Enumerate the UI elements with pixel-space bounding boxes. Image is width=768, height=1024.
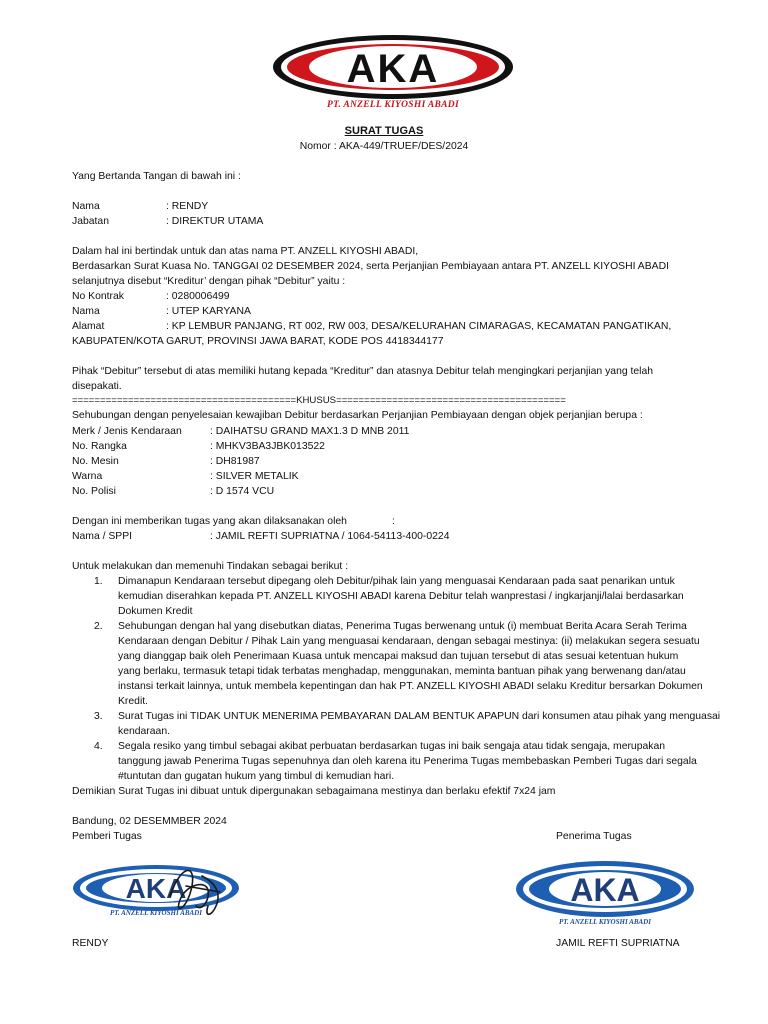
aka-logo-emblem (272, 34, 514, 100)
khusus-separator: ========================================KHUSUS========================================= (72, 395, 566, 406)
contract-label: No Kontrak (72, 291, 124, 302)
signer-title-label: Jabatan (72, 216, 109, 227)
document-number: Nomor : AKA-449/TRUEF/DES/2024 (299, 141, 469, 152)
company-logo (272, 34, 514, 116)
task-number: 1. (94, 576, 103, 587)
task-4-line: Segala resiko yang timbul sebagai akibat perbuatan berdasarkan tugas ini baik sengaja atau tidak sengaja, merupakan (118, 741, 666, 752)
task-intro: Untuk melakukan dan memenuhi Tindakan sebagai berikut : (72, 561, 349, 572)
task-2-line: yang dianggap baik oleh Penerimaan Kuasa untuk mencapai maksud dan tujuan tersebut di atas sesuai ketentuan hukum (118, 651, 679, 662)
debtor-name-value: : UTEP KARYANA (166, 306, 251, 317)
task-3-line: kendaraan. (118, 726, 170, 737)
address-continuation: KABUPATEN/KOTA GARUT, PROVINSI JAWA BARAT, KODE POS 4418344177 (72, 336, 444, 347)
chassis-value: : MHKV3BA3JBK013522 (210, 441, 325, 452)
task-3-line: Surat Tugas ini TIDAK UNTUK MENERIMA PEMBAYARAN DALAM BENTUK APAPUN dari konsumen atau pihak yang menguasai (118, 711, 721, 722)
color-value: : SILVER METALIK (210, 471, 299, 482)
intro-line-1: Dalam hal ini bertindak untuk dan atas nama PT. ANZELL KIYOSHI ABADI, (72, 246, 419, 257)
debtor-name-label: Nama (72, 306, 100, 317)
receiver-label: Penerima Tugas (556, 831, 632, 842)
stamp-tagline-right: PT. ANZELL KIYOSHI ABADI (559, 918, 651, 926)
task-2-line: Kredit. (118, 696, 149, 707)
task-4-line: tanggung jawab Penerima Tugas sepenuhnya dan oleh karena itu Penerima Tugas membebaskan Pemberi Tugas dari segala (118, 756, 697, 767)
document-title: SURAT TUGAS (344, 125, 424, 137)
debt-statement-line-1: Pihak “Debitur” tersebut di atas memiliki hutang kepada “Kreditur” dan atasnya Debitur telah mengingkari perjanjian yang telah (72, 366, 654, 377)
intro-line-2: Berdasarkan Surat Kuasa No. TANGGAI 02 DESEMBER 2024, serta Perjanjian Pembiayaan antara PT. ANZELL KIYOSHI ABADI (72, 261, 669, 272)
place-date: Bandung, 02 DESEMMBER 2024 (72, 816, 227, 827)
task-1-line: Dokumen Kredit (118, 606, 193, 617)
signer-name-value: : RENDY (166, 201, 209, 212)
chassis-label: No. Rangka (72, 441, 127, 452)
task-2-line: Sehubungan dengan hal yang disebutkan diatas, Penerima Tugas berwenang untuk (i) membuat Berita Acara Serah Terima (118, 621, 687, 632)
signer-name-label: Nama (72, 201, 100, 212)
address-label: Alamat (72, 321, 105, 332)
logo-text: AKA (346, 47, 440, 91)
contract-value: : 0280006499 (166, 291, 230, 302)
signer-title-value: : DIREKTUR UTAMA (166, 216, 264, 227)
assign-intro: Dengan ini memberikan tugas yang akan dilaksanakan oleh (72, 516, 347, 527)
stamp-tagline-left: PT. ANZELL KIYOSHI ABADI (110, 909, 202, 917)
engine-label: No. Mesin (72, 456, 119, 467)
task-number: 3. (94, 711, 103, 722)
plate-value: : D 1574 VCU (210, 486, 275, 497)
task-2-line: instansi terkait lainnya, untuk membela kepentingan dan hak PT. ANZELL KIYOSHI ABADI selaku Kreditur bersarkan Dokumen (118, 681, 703, 692)
receiver-name: JAMIL REFTI SUPRIATNA (556, 938, 680, 949)
closing-statement: Demikian Surat Tugas ini dibuat untuk dipergunakan sebagaimana mestinya dan berlaku efektif 7x24 jam (72, 786, 556, 797)
intro-line-3: selanjutnya disebut “Kreditur’ dengan pihak “Debitur” yaitu : (72, 276, 346, 287)
task-1-line: Dimanapun Kendaraan tersebut dipegang oleh Debitur/pihak lain yang menguasai Kendaraan pada saat penarikan untuk (118, 576, 675, 587)
color-label: Warna (72, 471, 103, 482)
task-4-line: #tuntutan dan gugatan hukum yang timbul di kemudian hari. (118, 771, 395, 782)
giver-label: Pemberi Tugas (72, 831, 142, 842)
vehicle-brand-label: Merk / Jenis Kendaraan (72, 426, 182, 437)
task-2-line: Kendaraan dengan Debitur / Pihak Lain yang menguasai kendaraan, dengan sebagai mestinya: (ii) melakukan segera sesuatu (118, 636, 700, 647)
engine-value: : DH81987 (210, 456, 260, 467)
giver-name: RENDY (72, 938, 109, 949)
vehicle-brand-value: : DAIHATSU GRAND MAX1.3 D MNB 2011 (210, 426, 410, 437)
signature-mark (162, 856, 232, 926)
stamp-logo-text: AKA (570, 872, 640, 908)
stamp-logo-text: AKA (125, 873, 187, 904)
assignee-label: Nama / SPPI (72, 531, 133, 542)
object-intro: Sehubungan dengan penyelesaian kewajiban Debitur berdasarkan Perjanjian Pembiayaan dengan objek perjanjian berupa : (72, 410, 643, 421)
task-1-line: kemudian diserahkan kepada PT. ANZELL KIYOSHI ABADI karena Debitur telah wanprestasi / ingkarjanji/lalai berdasarkan (118, 591, 684, 602)
stamp-emblem-right (515, 860, 695, 918)
company-stamp-right (515, 860, 695, 930)
task-number: 2. (94, 621, 103, 632)
task-2-line: yang berlaku, termasuk tetapi tidak terbatas menghadap, menggunakan, meminta bantuan pihak yang berwenang dan/atau (118, 666, 686, 677)
company-tagline: PT. ANZELL KIYOSHI ABADI (327, 100, 459, 110)
opening-line: Yang Bertanda Tangan di bawah ini : (72, 171, 241, 182)
assignee-value: : JAMIL REFTI SUPRIATNA / 1064-54113-400-0224 (210, 531, 450, 542)
plate-label: No. Polisi (72, 486, 116, 497)
debt-statement-line-2: disepakati. (72, 381, 122, 392)
company-stamp-left (72, 864, 240, 926)
task-number: 4. (94, 741, 103, 752)
address-value: : KP LEMBUR PANJANG, RT 002, RW 003, DESA/KELURAHAN CIMARAGAS, KECAMATAN PANGATIKAN, (166, 321, 672, 332)
assign-colon: : (392, 516, 395, 527)
